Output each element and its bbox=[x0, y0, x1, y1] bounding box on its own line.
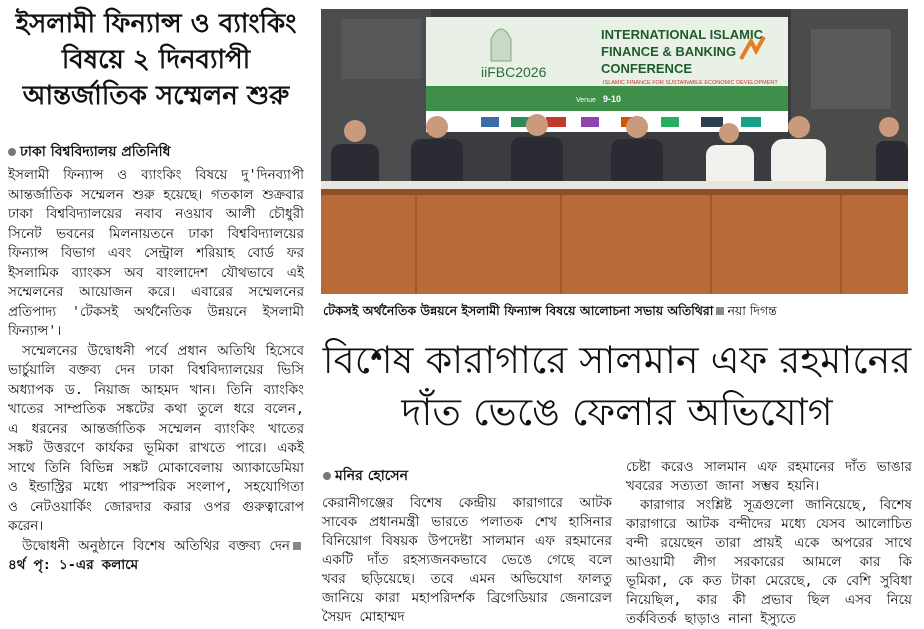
banner-title-3: CONFERENCE bbox=[601, 61, 693, 76]
bullet-icon bbox=[323, 472, 331, 480]
photo-caption bbox=[323, 303, 923, 323]
left-article-byline bbox=[8, 140, 308, 164]
left-byline-text: ঢাকা বিশ্ববিদ্যালয় প্রতিনিধি bbox=[20, 144, 171, 160]
continued-note: ৪র্থ পৃ: ১-এর কলামে bbox=[8, 557, 139, 573]
left-article-body bbox=[8, 166, 304, 576]
square-icon bbox=[716, 307, 724, 315]
left-article-headline: ইসলামী ফিন্যান্স ও ব্যাংকিং বিষয়ে ২ দিনব্যাপী আন্তর্জাতিক সম্মেলন শুরু bbox=[15, 9, 297, 111]
left-paragraph-1: ইসলামী ফিন্যান্স ও ব্যাংকিং বিষয়ে দু'দিনব্যাপী আন্তর্জাতিক সম্মেলন শুরু হয়েছে। গতকাল শুক্রবার ঢাকা বিশ্ববিদ্যালয়ের নবাব নওয়াব আলী চৌধুরী সিনেট ভবনের মিলনায়তনে ঢাকা বিশ্ববিদ্যালয়ের ফিন্যান্স বিভাগ এবং সেন্ট্রাল শরিয়াহ বোর্ড ফর ইসলামিক ব্যাংকস অব বাংলাদেশ যৌথভাবে এই সম্মেলনের আয়োজন করে। এবারের সম্মেলনের প্রতিপাদ্য 'টেকসই অর্থনৈতিক উন্নয়নে ইসলামী ফিন্যান্স'। bbox=[8, 167, 304, 339]
left-paragraph-3-text: উদ্বোধনী অনুষ্ঠানে বিশেষ অতিথির বক্তব্য দেন bbox=[22, 537, 290, 554]
second-article-column-2 bbox=[626, 458, 912, 629]
second-article-byline bbox=[323, 464, 408, 488]
caption-source: নয়া দিগন্ত bbox=[727, 303, 777, 318]
bullet-icon bbox=[8, 148, 16, 156]
second-byline-text: মনির হোসেন bbox=[335, 468, 409, 484]
banner-title-1: INTERNATIONAL ISLAMIC bbox=[601, 27, 764, 42]
second-col2-paragraph-1: চেষ্টা করেও সালমান এফ রহমানের দাঁত ভাঙার খবরের সত্যতা জানা সম্ভব হয়নি। bbox=[626, 459, 912, 494]
banner-date: 9-10 bbox=[603, 94, 622, 104]
second-col1-paragraph: কেরানীগঞ্জের বিশেষ কেন্দ্রীয় কারাগারে আটক সাবেক প্রধানমন্ত্রী ভারতে পলাতক শেখ হাসিনার বিনিয়োগ বিষয়ক উপদেষ্টা সালমান এফ রহমানের একটি দাঁত রহস্যজনকভাবে ভেঙে গেছে বলে খবর ছড়িয়েছে। তবে এমন অভিযোগ ফালতু জানিয়ে কারা মহাপরিদর্শক ব্রিগেডিয়ার জেনারেল সৈয়দ মোহাম্মদ bbox=[322, 495, 612, 625]
second-article-headline bbox=[322, 334, 912, 438]
banner-logo-text: iiFBC2026 bbox=[481, 64, 547, 80]
left-paragraph-2: সম্মেলনের উদ্বোধনী পর্বে প্রধান অতিথি হিসেবে ভার্চুয়ালি বক্তব্য দেন ঢাকা বিশ্ববিদ্যালয়ের ভিসি অধ্যাপক ড. নিয়াজ আহমদ খান। তিনি ব্যাংকিং খাতের সাম্প্রতিক সঙ্কটের কথা তুলে ধরে বলেন, এ ধরনের আন্তর্জাতিক সম্মেলন ব্যাংকিং খাতের সঙ্কট উত্তরণে কার্যকর ভূমিকা রাখতে পারে। একই সাথে তিনি বিভিন্ন সঙ্কট মোকাবেলায় অ্যাকাডেমিয়া ও ইন্ডাস্ট্রির মধ্যে পারস্পরিক সংলাপ, সহযোগিতা ও নেটওয়ার্কিং জোরদার করার ওপর গুরুত্বারোপ করেন। bbox=[8, 342, 304, 534]
caption-text: টেকসই অর্থনৈতিক উন্নয়নে ইসলামী ফিন্যান্স বিষয়ে আলোচনা সভায় অতিথিরা bbox=[323, 303, 714, 318]
headline-line-1: বিশেষ কারাগারে সালমান এফ রহমানের bbox=[322, 338, 912, 382]
banner-subtitle: ISLAMIC FINANCE FOR SUSTAINABLE ECONOMIC DEVELOPMENT bbox=[603, 80, 778, 86]
banner-title-2: FINANCE & BANKING bbox=[601, 44, 737, 59]
left-paragraph-3 bbox=[8, 537, 304, 576]
banner-venue-label: Venue bbox=[576, 97, 596, 104]
headline-line-2: দাঁত ভেঙে ফেলার অভিযোগ bbox=[401, 390, 833, 434]
conference-photo bbox=[321, 9, 908, 294]
second-col2-paragraph-2: কারাগার সংশ্লিষ্ট সূত্রগুলো জানিয়েছে, বিশেষ কারাগারে আটক বন্দীদের মধ্যে যেসব আলোচিত বন্দী রয়েছেন তারা প্রায়ই একে অপরের সাথে আওয়ামী লীগ সরকারের আমলে কার কি ভূমিকা, কে কত টাকা মেরেছে, কে বেশি সুবিধা নিয়েছিল, কার কী প্রভাব ছিল এসব নিয়ে তর্কবিতর্ক ছাড়াও নানা ইস্যুতে bbox=[626, 497, 912, 627]
mosque-icon bbox=[491, 29, 511, 61]
second-article-column-1 bbox=[322, 494, 612, 627]
square-icon bbox=[293, 542, 301, 550]
